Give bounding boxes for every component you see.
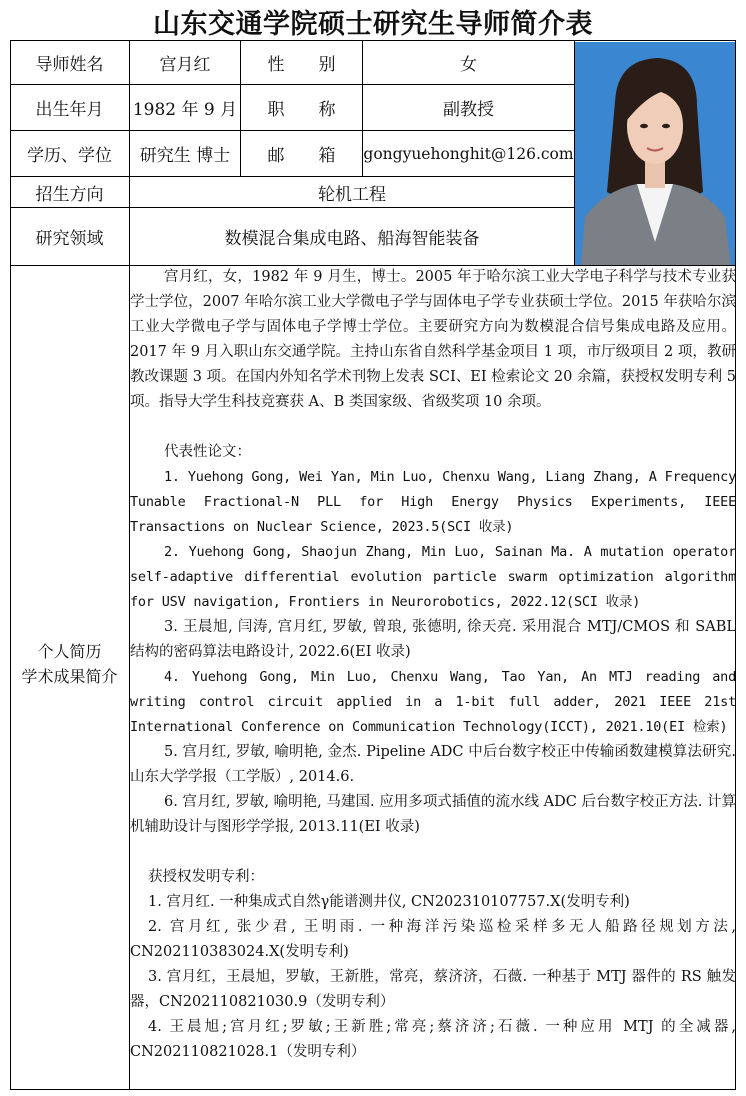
field-value: 数模混合集成电路、船海智能装备 [224,229,480,249]
email-label: 邮 箱 [267,146,336,166]
paper-item: 4. Yuehong Gong, Min Luo, Chenxu Wang, Tao Yan, An MTJ reading and writing control circuit applied in a 1-bit full adder, 2021 IEEE 21st International Conference on Communication Technology(ICCT), 2021.10(EI 检索) [130,669,736,735]
patents-heading: 获授权发明专利： [148,869,264,885]
paper-item: 1. Yuehong Gong, Wei Yan, Min Luo, Chenxu Wang, Liang Zhang, A Frequency Tunable Fractional-N PLL for High Energy Physics Experiments, IEEE Transactions on Nuclear Science, 2023.5(SCI 收录) [130,469,736,535]
email-value: gongyuehonghit@126.com [363,144,574,163]
patent-item: 3. 宫月红，王晨旭，罗敏，王新胜，常亮，蔡济济，石薇. 一种基于 MTJ 器件的 RS 触发器，CN202110821030.9（发明专利） [130,969,736,1010]
direction-value: 轮机工程 [318,184,386,205]
patent-item: 4. 王晨旭;宫月红;罗敏;王新胜;常亮;蔡济济;石薇. 一种应用 MTJ 的全减器, CN202110821028.1（发明专利） [130,1019,736,1060]
patent-item: 1. 宫月红. 一种集成式自然γ能谱测井仪, CN202310107757.X(发明专利) [148,894,630,910]
gender-value: 女 [460,54,477,75]
profile-label-line2: 学术成果简介 [21,667,118,686]
profile-label [10,636,129,692]
gender-label: 性 别 [267,54,336,75]
degree-value: 研究生 博士 [139,146,231,166]
page-title: 山东交通学院硕士研究生导师简介表 [153,9,593,40]
paper-item: 6. 宫月红, 罗敏, 喻明艳, 马建国. 应用多项式插值的流水线 ADC 后台数字校正方法. 计算机辅助设计与图形学学报, 2013.11(EI 收录) [130,794,736,835]
spacer [130,840,736,865]
paper-item: 3. 王晨旭, 闫涛, 宫月红, 罗敏, 曾琅, 张德明, 徐天亮. 采用混合 MTJ/CMOS 和 SABL 结构的密码算法电路设计, 2022.6(EI 收录) [130,619,736,660]
birth-label: 出生年月 [35,100,104,120]
position-value: 副教授 [443,100,494,120]
portrait-illustration [575,42,735,265]
spacer [130,415,736,440]
portrait-photo [575,42,735,265]
paper-item: 5. 宫月红, 罗敏, 喻明艳, 金杰. Pipeline ADC 中后台数字校正中传输函数建模算法研究. 山东大学学报（工学版）, 2014.6. [130,744,736,785]
bio-paragraph: 宫月红，女，1982 年 9 月生，博士。2005 年于哈尔滨工业大学电子科学与技术专业获学士学位，2007 年哈尔滨工业大学微电子学与固体电子学专业获硕士学位。2015 年获哈尔滨工业大学微电子学与固体电子学博士学位。主要研究方向为数模混合信号集成电路及应用。2017 年 9 月入职山东交通学院。主持山东省自然科学基金项目 1 项，市厅级项目 2 项，教研教改课题 3 项。在国内外知名学术刊物上发表 SCI、EI 检索论文 20 余篇，获授权发明专利 5 项。指导大学生科技竞赛获 A、B 类国家级、省级奖项 10 余项。 [130,269,736,410]
birth-value: 1982 年 9 月 [132,100,238,120]
degree-label: 学历、学位 [27,146,112,166]
name-value: 宫月红 [159,54,211,75]
position-label: 职 称 [267,100,336,120]
profile-content [130,265,736,1065]
field-label: 研究领域 [35,229,104,249]
patent-item: 2. 宫月红, 张少君, 王明雨. 一种海洋污染巡检采样多无人船路径规划方法, CN202110383024.X(发明专利) [130,919,736,960]
papers-heading: 代表性论文： [164,444,251,460]
profile-label-line1: 个人简历 [37,642,102,661]
paper-item: 2. Yuehong Gong, Shaojun Zhang, Min Luo, Sainan Ma. A mutation operator self-adaptive differential evolution particle swarm optimization algorithm for USV navigation, Frontiers in Neurorobotics, 2022.12(SCI 收录) [130,544,736,610]
direction-label: 招生方向 [35,184,104,205]
name-label: 导师姓名 [35,54,104,75]
